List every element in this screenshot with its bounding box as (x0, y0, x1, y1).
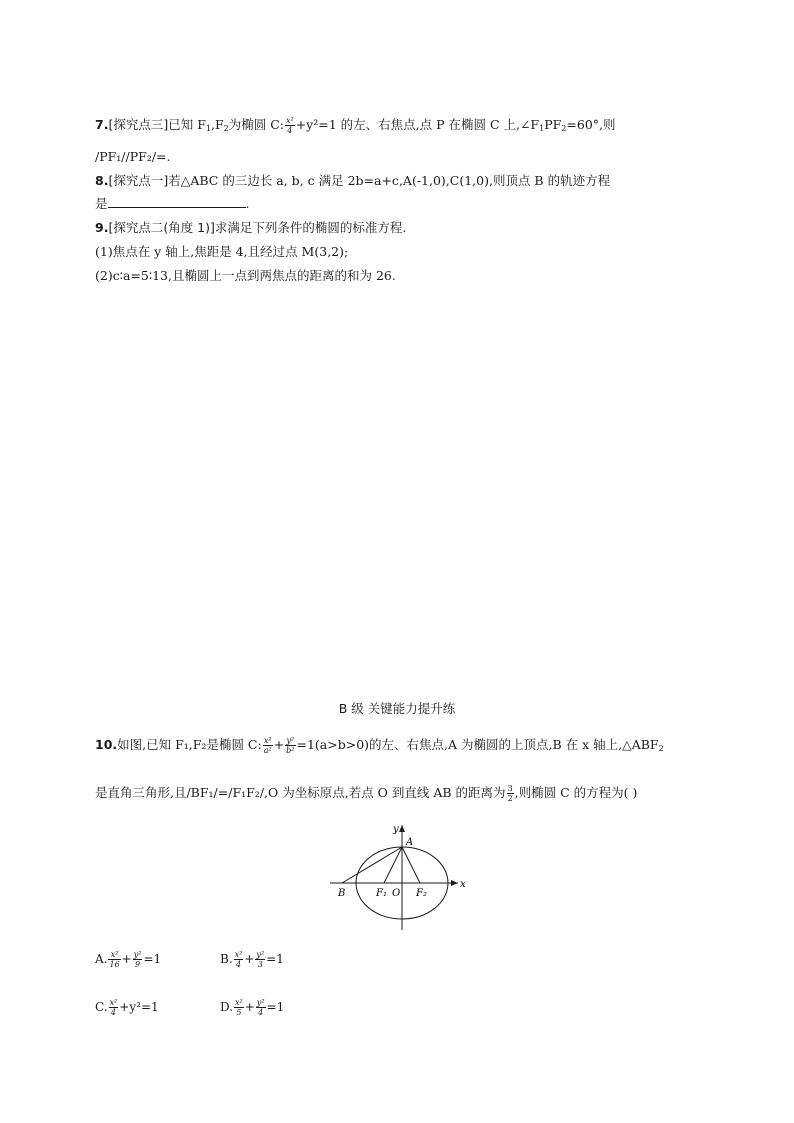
question-8-line-1 (95, 172, 610, 190)
fraction-numerator: y² (256, 950, 265, 959)
subscript: 1 (539, 124, 545, 133)
fraction (256, 998, 266, 1017)
label-B: B (338, 888, 346, 899)
operator: + (244, 952, 255, 966)
question-tag: [探究点三] (108, 117, 169, 132)
fraction (234, 950, 244, 969)
option-letter: A. (95, 952, 108, 966)
fraction-numerator: x² (109, 998, 118, 1007)
question-text: +y²=1 的左、右焦点,点 P 在椭圆 C 上,∠F (295, 117, 540, 132)
fraction (133, 950, 143, 969)
question-9-part-1: (1)焦点在 y 轴上,焦距是 4,且经过点 M(3,2); (95, 244, 349, 259)
operator: + (273, 737, 285, 752)
question-10-line-2 (95, 784, 637, 803)
question-text: . (245, 196, 250, 211)
question-text: =1(a>b>0)的左、右焦点,A 为椭圆的上顶点,B 在 x 轴上,△ABF (296, 737, 659, 752)
subscript: 2 (561, 124, 567, 133)
question-text: 求满足下列条件的椭圆的标准方程. (214, 220, 407, 235)
option-letter: B. (220, 952, 233, 966)
question-number: 10. (95, 737, 118, 752)
option-tail: =1 (143, 952, 162, 966)
option-tail: =1 (266, 1000, 285, 1014)
question-number: 8. (95, 173, 109, 188)
question-text: ,F (210, 117, 224, 132)
label-F1: F₁ (376, 888, 387, 899)
fraction-numerator: x² (110, 950, 119, 959)
operator: + (121, 952, 132, 966)
question-number: 7. (95, 117, 109, 132)
fraction-numerator: x² (263, 736, 272, 745)
fraction-numerator: x² (234, 950, 243, 959)
fraction (285, 736, 295, 755)
label-F2: F₂ (416, 888, 427, 899)
fraction-denominator: 2 (507, 794, 513, 803)
fraction (109, 998, 119, 1017)
fraction-numerator: y² (133, 950, 142, 959)
option-letter: D. (220, 1000, 234, 1014)
question-10-line-1 (95, 736, 664, 758)
fraction-numerator: y² (286, 736, 295, 745)
option-a[interactable] (95, 950, 161, 969)
fraction-numerator: x² (235, 998, 243, 1007)
fraction-denominator: 16 (109, 960, 120, 969)
subscript: 1 (205, 124, 211, 133)
fraction-denominator: 4 (256, 1007, 266, 1017)
question-text: 是 (95, 196, 108, 211)
label-A: A (406, 837, 414, 848)
operator: + (244, 1000, 255, 1014)
question-tag: [探究点二(角度 1)] (108, 220, 215, 235)
fraction-denominator: a² (263, 746, 272, 755)
question-text: 为椭圆 C: (228, 117, 284, 132)
option-c[interactable] (95, 998, 159, 1017)
subscript: 2 (658, 744, 664, 753)
label-O: O (392, 888, 401, 899)
fraction (255, 950, 265, 969)
question-text: 若△ABC 的三边长 a, b, c 满足 2b=a+c,A(-1,0),C(1,0),则顶点 B 的轨迹方程 (168, 173, 611, 188)
fraction-denominator: 5 (234, 1007, 244, 1017)
fraction (285, 116, 295, 135)
x-axis-arrow (451, 880, 458, 886)
subscript: 2 (223, 124, 229, 133)
fraction-denominator: 9 (133, 959, 143, 969)
fraction-denominator: 4 (285, 125, 295, 135)
question-8-line-2 (95, 194, 250, 213)
ellipse-figure (330, 820, 470, 935)
question-tag: [探究点一] (108, 173, 169, 188)
question-text: 是直角三角形,且/BF₁/=/F₁F₂/,O 为坐标原点,若点 O 到直线 AB 的距离为 (95, 785, 506, 800)
option-tail: +y²=1 (119, 1000, 159, 1014)
fraction-numerator: 3 (507, 784, 513, 793)
label-y: y (393, 824, 399, 835)
fraction-numerator: x² (285, 116, 294, 125)
question-9-line-1 (95, 219, 406, 237)
fraction-denominator: 4 (234, 959, 244, 969)
answer-blank[interactable] (108, 194, 246, 208)
question-text: ,则椭圆 C 的方程为( ) (514, 785, 638, 800)
option-d[interactable] (220, 998, 284, 1017)
question-9-part-2: (2)c∶a=5∶13,且椭圆上一点到两焦点的距离的和为 26. (95, 268, 396, 283)
section-title: B 级 关键能力提升练 (338, 701, 456, 716)
option-tail: =1 (266, 952, 284, 966)
fraction-denominator: 4 (109, 1007, 119, 1017)
fraction (263, 736, 273, 755)
segment-AF2 (402, 847, 420, 883)
fraction (108, 950, 120, 969)
question-text: 如图,已知 F₁,F₂是椭圆 C: (117, 737, 262, 752)
question-text: 已知 F (168, 117, 206, 132)
fraction-denominator: b² (286, 746, 295, 755)
label-x: x (460, 879, 466, 890)
question-7-line-1 (95, 116, 616, 138)
question-number: 9. (95, 220, 109, 235)
option-letter: C. (95, 1000, 108, 1014)
fraction (234, 998, 244, 1017)
question-7-line-2: /PF₁//PF₂/=. (95, 149, 171, 164)
y-axis-arrow (399, 825, 405, 832)
fraction-numerator: y² (256, 998, 265, 1007)
fraction-denominator: 3 (255, 959, 265, 969)
question-text: PF (544, 117, 562, 132)
option-b[interactable] (220, 950, 284, 969)
question-text: =60°,则 (566, 117, 616, 132)
fraction (507, 784, 514, 803)
